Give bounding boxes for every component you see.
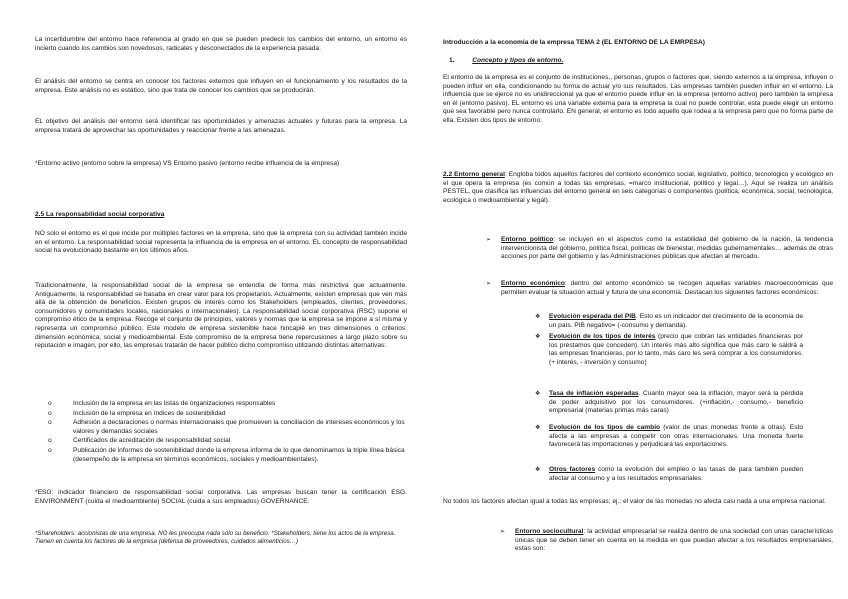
factor-text: . Esto es un indicador del crecimiento de la economía de un país. PIB negativo= (-consumo y demanda). bbox=[549, 313, 803, 329]
factor-text: como la evolución del empleo o las tasas de para también pueden afectar al consumo y a los resultados empresariales. bbox=[549, 466, 804, 482]
entorno-economico-text: : dentro del entorno económico se recogen aquellas variables macroeconómicas que permiten evaluar la situación actual y futura de una economía. Destacan los siguientes factores económicos: bbox=[501, 280, 833, 296]
alternatives-list bbox=[35, 400, 407, 464]
bullet-mark: o bbox=[48, 437, 52, 445]
bullet-entorno-politico bbox=[486, 236, 834, 262]
list-item-text: Publicación de informes de sostenibilidad donde la empresa informa de lo que denominamos la triple línea básica (desempeño de la empresa en términos económicos, sociales y medioambientales). bbox=[73, 446, 405, 463]
paragraph-esg: *ESG: indicador financiero de responsabilidad social corporativa. Las empresas buscan tener la certificación ESG. ENVIRONMENT (cuida el medioambiente) SOCIAL (cuida a sus empleados) GOVERNANCE. bbox=[35, 489, 407, 505]
section-number: 1. bbox=[449, 57, 455, 64]
entorno-sociocultural-label: Entorno sociocultural bbox=[515, 528, 584, 535]
factor-inflacion bbox=[535, 390, 803, 416]
factor-otros bbox=[535, 466, 804, 483]
paragraph-analisis: El análisis del entorno se centra en conocer los factores externos que influyen en el funcionamiento y los resultados de la empresa. Este análisis no es estático, sino que trata de conocer los cambios que se producirán. bbox=[35, 78, 407, 94]
entorno-economico-label: Entorno económico bbox=[501, 280, 565, 287]
section-heading-rsc: 2.5 La responsabilidad social corporativa bbox=[35, 211, 165, 218]
bullet-mark: o bbox=[48, 446, 52, 454]
paragraph-objetivo: EL objetivo del análisis del entorno será identificar las oportunidades y amenazas actuales y futuras para la empresa. La empresa tratará de aprovechar las oportunidades y reaccionar frente a las amenazas. bbox=[35, 118, 407, 134]
factor-tipos-cambio bbox=[535, 424, 803, 450]
bullet-entorno-economico bbox=[486, 280, 833, 297]
diamond-bullet-icon: ❖ bbox=[535, 467, 541, 473]
bullet-mark: o bbox=[48, 419, 52, 427]
list-item-text: Adhesión a declaraciones o normas internacionales que promueven la conciliación de intereses económicos y los valores y demandas sociales bbox=[73, 419, 405, 435]
diamond-bullet-icon: ❖ bbox=[535, 391, 541, 397]
list-item-text: Inclusión de la empresa en índices de sostenibilidad bbox=[73, 409, 226, 417]
document-title: Introducción a la economía de la empresa TEMA 2 (EL ENTORNO DE LA EMRPESA) bbox=[443, 39, 705, 46]
factor-label: Evolución de los tipos de interés bbox=[549, 333, 656, 340]
factor-label: Evolución de los tipos de cambio bbox=[549, 424, 661, 431]
entorno-general-label: 2.2 Entorno general bbox=[443, 171, 505, 178]
arrow-bullet-icon: ➢ bbox=[486, 237, 492, 243]
list-item bbox=[35, 447, 407, 464]
paragraph-rsc-tradicional: Tradicionalmente, la responsabilidad social de la empresa se entendía de forma más restrictiva que actualmente. Antiguamente, la responsabilidad se basaba en crear valor para los propietarios. Actualmente, existen empresas que ven más allá de la obtención de beneficios. Existen grupos de interés como los Stakeholders (empleados, clientes, proveedores, consumidores y comunidades locales, nacionales o internacionales). La responsabilidad social corporativa (RSC) supone el compromiso ético de la empresa. Recoge el conjunto de principios, valores y normas que la empresa se impone a sí misma y representa un compromiso público. Este modelo de empresa sostenible hace hincapié en tres dimensiones o criterios: dimensión económica, social y medioambiental. Este compromiso de la empresa tiene repercusiones a largo plazo sobre su reputación e imagen, por ello, las empresas tratarán de hacer público dicho compromiso utilizando distintas alternativas: bbox=[35, 282, 407, 350]
paragraph-rsc-intro: NO solo el entorno es el que incide por múltiples factores en la empresa, sino que la empresa con su actividad también incide en el entorno. La responsabilidad social representa la influencia de la empresa en el entorno. EL concepto de responsabilidad social ha evolucionado bastante en los últimos años. bbox=[35, 230, 407, 255]
factor-text: (valor de unas monedas frente a otras). Esto afecta a las empresas a competir con otras internacionales. Una moneda fuerte favorecerá las importaciones y perjudicará las exportaciones. bbox=[549, 424, 803, 449]
paragraph-nota-factores: No todos los factores afectan igual a todas las empresas; ej.: el valor de las monedas no afecta casi nada a una empresa nacional. bbox=[443, 498, 826, 505]
section-heading-concepto bbox=[449, 57, 563, 66]
list-item bbox=[35, 419, 407, 436]
paragraph-incertidumbre: La incertidumbre del entorno hace referencia al grado en que se pueden predecir los cambios del entorno, un entorno es incierto cuando los cambios son novedosos, radicales y desconectados de la experiencia pasada. bbox=[35, 36, 407, 52]
bullet-mark: o bbox=[48, 400, 52, 407]
list-item-text: Inclusión de la empresa en las listas de organizaciones responsables bbox=[73, 400, 276, 407]
diamond-bullet-icon: ❖ bbox=[535, 425, 541, 431]
factor-label: Tasa de inflación esperadas bbox=[549, 390, 639, 397]
list-item bbox=[35, 437, 407, 446]
bullet-entorno-sociocultural bbox=[500, 528, 833, 554]
section-title: Concepto y tipos de entorno. bbox=[472, 57, 564, 64]
list-item-text: Certificados de acreditación de responsabilidad social bbox=[73, 437, 231, 445]
arrow-bullet-icon: ➢ bbox=[500, 529, 506, 535]
bullet-mark: o bbox=[48, 409, 52, 417]
diamond-bullet-icon: ❖ bbox=[535, 334, 541, 340]
factor-label: Otros factores bbox=[549, 466, 596, 473]
entorno-sociocultural-text: : la actividad empresarial se realiza dentro de una sociedad con unas características únicas que se deben tener en cuenta en la medida en que puedan afectar a los resultados empresariales, estas son: bbox=[515, 528, 833, 553]
factor-text: . Cuanto mayor sea la inflación, mayor será la pérdida de poder adquisitivo por los consumidores. (+inflación,- consumo,- beneficio empresarial (materias primas más caras) bbox=[549, 390, 803, 415]
factor-tipos-interes bbox=[535, 333, 803, 367]
entorno-politico-label: Entorno político bbox=[501, 236, 554, 243]
paragraph-entorno-general bbox=[443, 171, 833, 205]
factor-pib bbox=[535, 313, 803, 330]
paragraph-entorno-activo: *Entorno activo (entorno sobre la empresa) VS Entorno pasivo (entorno recibe influencia de la empresa) bbox=[35, 160, 340, 167]
list-item bbox=[35, 410, 407, 419]
list-item bbox=[35, 400, 407, 409]
entorno-politico-text: : se incluyen en el aspectos como la estabilidad del gobierno de la nación, la tendencia intervencionista del gobierno, política fiscal, políticas de bienestar, medidas gubernamentales… además de otras acciones por parte del gobierno y las Administraciones públicas que afectan al mercado. bbox=[501, 236, 834, 261]
arrow-bullet-icon: ➢ bbox=[486, 281, 492, 287]
paragraph-entorno-definicion: El entorno de la empresa es el conjunto de instituciones,, personas, grupos o factores que, siendo externos a la empresa, influyen o pueden influir en ella, condicionando su forma de actuar y/o sus resultados. Las empresas también pueden influir en el entorno. La influencia que se ejerce no es unidireccional ya que el entorno puede influir en la empresa (entorno activo) pero también la empresa en él (entorno pasivo). EL entorno es una variable externa para la empresa la cual no puede controlar, esta puede elegir un entorno que sea favorable pero nunca controlarlo. EN general, el entorno es todo aquello que rodea a la empresa pero que no forma parte de ella. Existen dos tipos de entorno: bbox=[443, 74, 833, 124]
factor-text: (precio que cobran las entidades financieras por los préstamos que conceden). Un interés más alto significa que más caro le saldrá a las empresas financieras, por lo tanto, más caro les será comprar a los consumidores. (+ interés, - inversión y consumo) bbox=[549, 333, 803, 366]
diamond-bullet-icon: ❖ bbox=[535, 314, 541, 320]
footnote-stakeholders: *Shareholders: accionistas de una empresa. NO les preocupa nada sólo su beneficio. *Stakeholders: tiene los actos de la empresa. Tienen en cuenta los factores de la empresa (defensa de proveedores, cuidados alimenticios…) bbox=[35, 530, 396, 545]
entorno-general-text: : Engloba todos aquellos factores del contexto económico social, legislativo, político, tecnológico y ecológico en el que opera la empresa (es común a todas las empresas, =marco institucional, político y legal…). Aquí se realiza un análisis PESTEL, que clasifica las influencias del entorno general en seis categorías o componentes (política, económica, social, tecnológica, ecológica o medioambiental y legal). bbox=[443, 171, 833, 204]
factor-label: Evolución esperada del PIB bbox=[549, 313, 636, 320]
